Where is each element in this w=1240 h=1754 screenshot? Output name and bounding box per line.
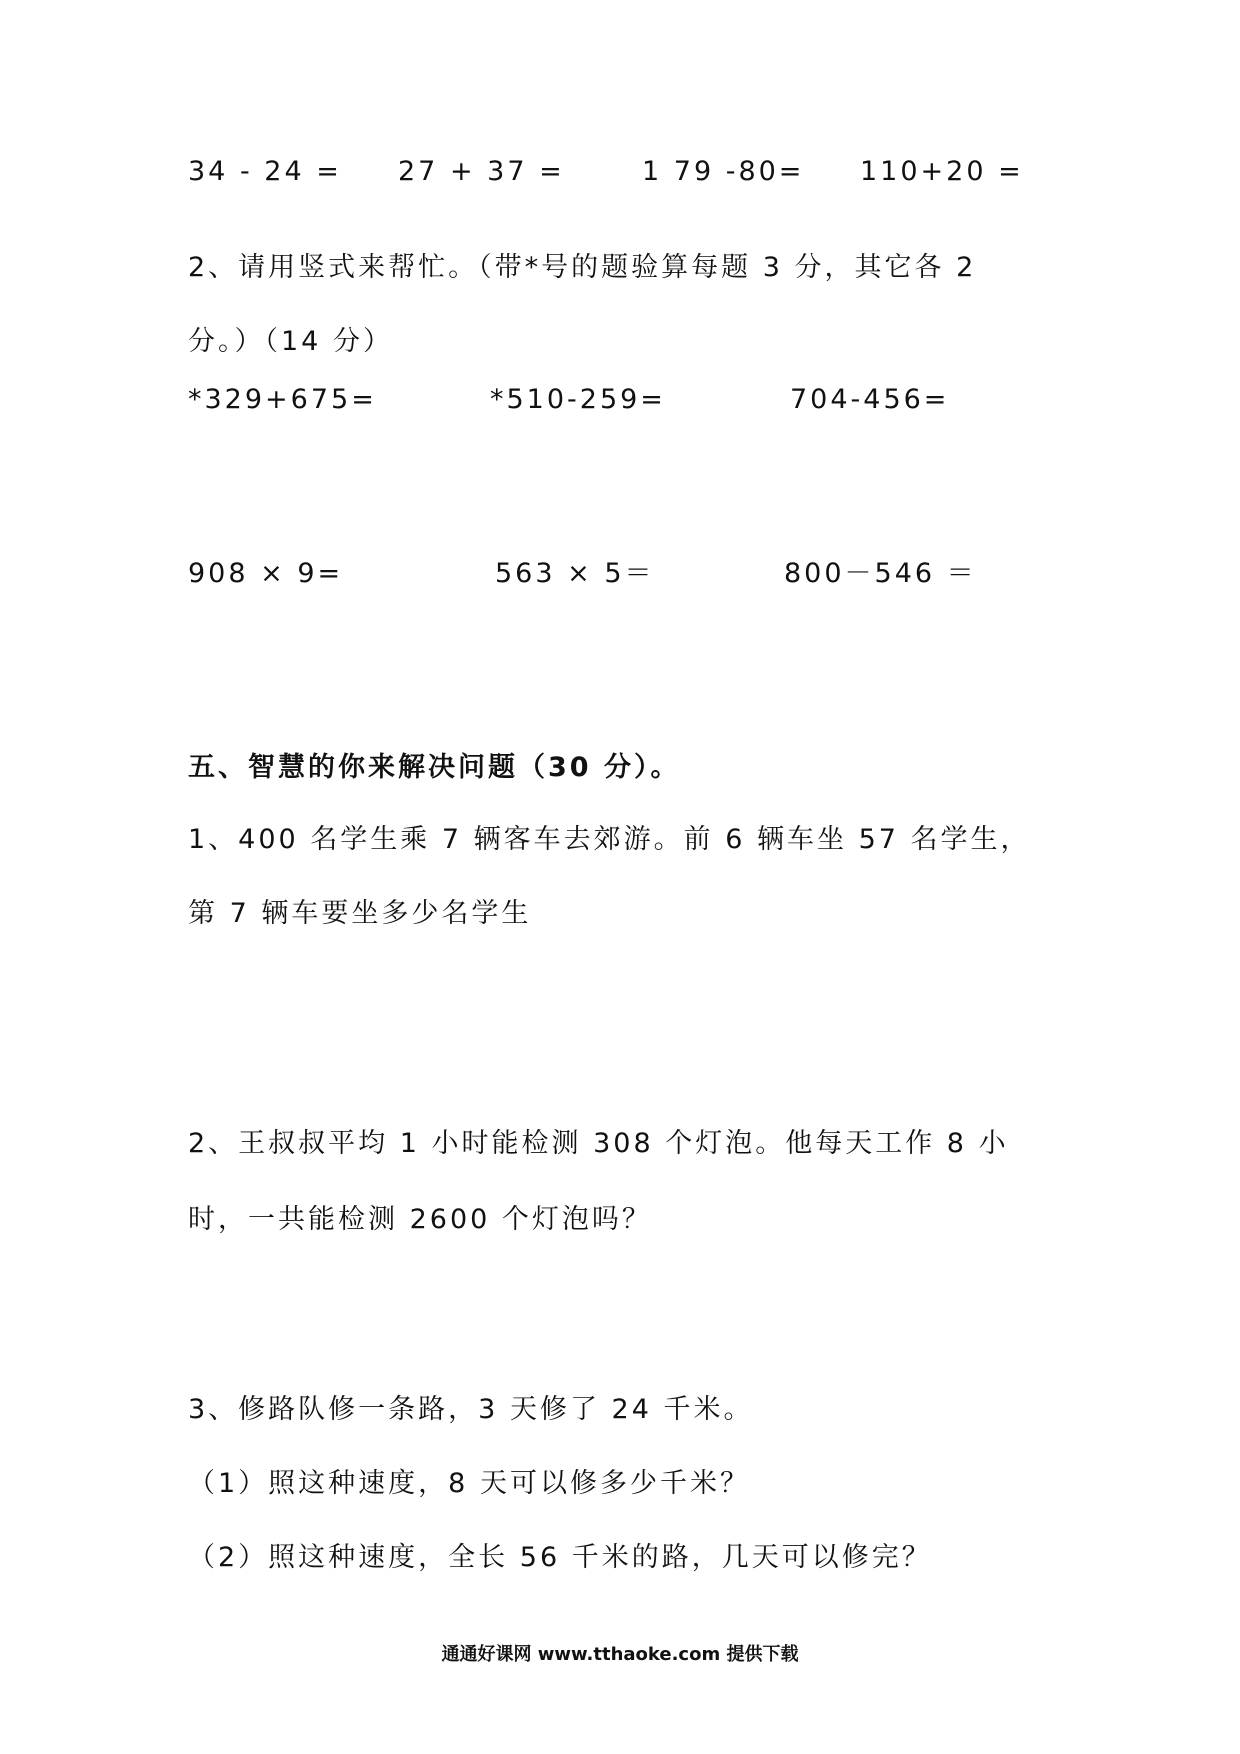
vertical-calc-row2-item-1: 908 × 9= — [188, 558, 344, 589]
vertical-calc-row2-item-3: 800－546 ＝ — [784, 558, 977, 589]
vertical-calc-row1-item-3: 704-456= — [790, 384, 950, 415]
question2-line2: 时，一共能检测 2600 个灯泡吗？ — [188, 1204, 652, 1235]
oral-calc-item-4: 110+20 = — [860, 156, 1024, 187]
question3-sub1: （1）照这种速度，8 天可以修多少千米？ — [188, 1468, 750, 1499]
download-footer: 通通好课网 www.tthaoke.com 提供下载 — [441, 1644, 799, 1665]
section5-title: 五、智慧的你来解决问题（30 分）。 — [188, 752, 681, 783]
question2-line1: 2、王叔叔平均 1 小时能检测 308 个灯泡。他每天工作 8 小 — [188, 1128, 1009, 1159]
vertical-calc-row1-item-2: *510-259= — [490, 384, 666, 415]
oral-calc-item-2: 27 + 37 = — [398, 156, 565, 187]
vertical-calc-heading-line1: 2、请用竖式来帮忙。（带*号的题验算每题 3 分，其它各 2 — [188, 252, 977, 283]
vertical-calc-heading-line2: 分。）（14 分） — [188, 326, 393, 357]
oral-calc-item-1: 34 - 24 = — [188, 156, 342, 187]
vertical-calc-row2-item-2: 563 × 5＝ — [495, 558, 655, 589]
vertical-calc-row1-item-1: *329+675= — [188, 384, 377, 415]
question1-line2: 第 7 辆车要坐多少名学生 — [188, 898, 532, 929]
question3-line1: 3、修路队修一条路，3 天修了 24 千米。 — [188, 1394, 754, 1425]
oral-calc-item-3: 1 79 -80= — [642, 156, 805, 187]
question1-line1: 1、400 名学生乘 7 辆客车去郊游。前 6 辆车坐 57 名学生， — [188, 824, 1031, 855]
question3-sub2: （2）照这种速度，全长 56 千米的路，几天可以修完？ — [188, 1542, 932, 1573]
